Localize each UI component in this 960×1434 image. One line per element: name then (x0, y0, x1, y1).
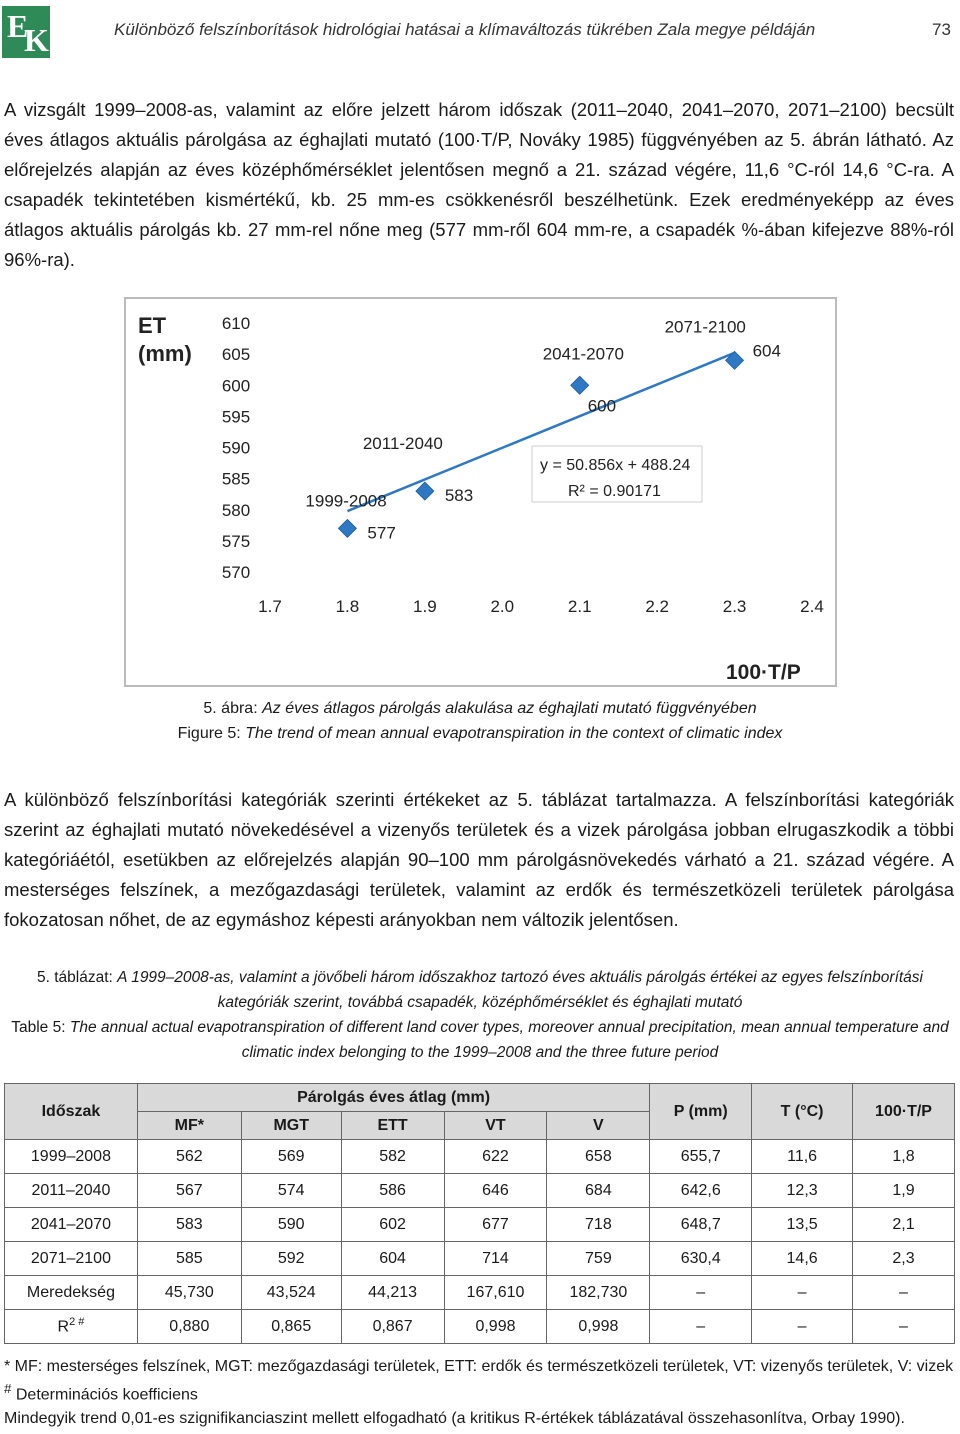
x-tick-label: 1.8 (335, 597, 360, 616)
row-label: 2041–2070 (5, 1208, 138, 1242)
table-row (5, 1242, 955, 1276)
period-label: 1999-2008 (305, 491, 387, 511)
y-tick-label: 575 (221, 531, 251, 551)
table-cell: 167,610 (444, 1276, 547, 1310)
row-label: 2071–2100 (5, 1242, 138, 1276)
x-tick-label: 1.7 (258, 597, 282, 616)
table-cell: – (752, 1310, 853, 1344)
table-cell: 0,865 (241, 1310, 341, 1344)
table-cell: 0,998 (547, 1310, 650, 1344)
footnote-determination-text: Determinációs koefficiens (11, 1386, 198, 1404)
header-period: Időszak (5, 1084, 138, 1140)
y-axis-label-line1: ET (138, 313, 167, 338)
subheader-v: V (547, 1112, 650, 1140)
table-cell: 582 (341, 1140, 444, 1174)
table-cell: 655,7 (650, 1140, 752, 1174)
trendline-equation: y = 50.856x + 488.24 (540, 457, 691, 474)
equation-box (532, 446, 702, 502)
data-label: 583 (444, 486, 474, 506)
body-paragraph-2: A különböző felszínborítási kategóriák szerinti értékeket az 5. táblázat tartalmazza. A felszínborítási kategóriák szerint az éghajlati mutató növekedésével a vizenyős területek és a vizek párolgása jobban elrugaszkodik a többi kategóriáétól, esetükben az előrejelzés alapján 90–100 mm párolgásnövekedés várható a 21. század végére. A mesterséges felszínek, a mezőgazdasági területek, valamint az erdők és természetközeli területek párolgása fokozatosan nőhet, de az egymáshoz képesti arányokban nem változik jelentősen. (4, 789, 954, 930)
table-cell: 718 (547, 1208, 650, 1242)
table-cell: 1,8 (853, 1140, 955, 1174)
y-tick-label: 580 (221, 500, 251, 520)
y-tick-label: 570 (221, 563, 251, 582)
table-cell: 590 (241, 1208, 341, 1242)
subheader-mf: MF* (137, 1112, 241, 1140)
header-evaporation-group: Párolgás éves átlag (mm) (137, 1084, 649, 1112)
table-cell: 574 (241, 1174, 341, 1208)
y-tick-label: 590 (221, 438, 251, 458)
table-row (5, 1208, 955, 1242)
x-tick-label: 2.2 (645, 597, 669, 616)
table-cell: 43,524 (241, 1276, 341, 1310)
figure-5-chart (124, 297, 837, 687)
table-caption-en-prefix: Table 5: (11, 1019, 70, 1036)
r-squared: R² = 0.90171 (568, 483, 661, 500)
x-tick-label: 2.3 (722, 597, 747, 616)
table-cell: – (752, 1276, 853, 1310)
footnote-significance: Mindegyik trend 0,01-es szignifikanciaszint mellett elfogadható (a kritikus R-értékek táblázatával összehasonlítva, Orbay 1990). (4, 1410, 905, 1427)
period-label: 2041-2070 (542, 344, 625, 364)
table-cell: 11,6 (752, 1140, 853, 1174)
table-cell: – (650, 1276, 752, 1310)
table-cell: 2,3 (853, 1242, 955, 1276)
journal-logo: E K (2, 6, 50, 58)
subheader-ett: ETT (341, 1112, 444, 1140)
table-cell: 630,4 (650, 1242, 752, 1276)
table-cell: – (853, 1276, 955, 1310)
footnote-determination (4, 1381, 198, 1404)
data-label: 604 (752, 341, 781, 361)
y-tick-label: 610 (221, 314, 251, 333)
table-cell: 586 (341, 1174, 444, 1208)
table-row (5, 1276, 955, 1310)
table-cell: 684 (547, 1174, 650, 1208)
figure-caption-en-prefix: Figure 5: (177, 725, 246, 742)
table-cell: 182,730 (547, 1276, 650, 1310)
table-cell: 1,9 (853, 1174, 955, 1208)
chart-canvas (126, 299, 839, 689)
subheader-mgt: MGT (241, 1112, 341, 1140)
table-cell: 648,7 (650, 1208, 752, 1242)
page-number: 73 (932, 20, 951, 39)
period-label: 2071-2100 (664, 317, 746, 337)
figure-caption-hu (0, 700, 960, 718)
table-5 (4, 1083, 955, 1344)
table-cell: 646 (444, 1174, 547, 1208)
row-label: $R^{2 \#}$ (5, 1310, 138, 1344)
table-row (5, 1174, 955, 1208)
table-cell: 14,6 (752, 1242, 853, 1276)
table-cell: 677 (444, 1208, 547, 1242)
y-tick-label: 585 (221, 469, 251, 489)
table-caption-en (0, 1015, 960, 1065)
table-cell: 585 (137, 1242, 241, 1276)
data-point-marker (571, 376, 589, 394)
x-axis-label: 100·T/P (726, 661, 801, 684)
table-cell: 759 (547, 1242, 650, 1276)
y-tick-label: 605 (221, 345, 251, 365)
x-tick-label: 2.0 (490, 597, 515, 616)
data-point-marker (416, 482, 434, 500)
table-cell: 0,998 (444, 1310, 547, 1344)
table-caption-hu-prefix: 5. táblázat: (36, 969, 118, 986)
table-cell: 45,730 (137, 1276, 241, 1310)
header-climatic-index: 100·T/P (853, 1084, 955, 1140)
period-label: 2011-2040 (362, 434, 443, 454)
row-label: 1999–2008 (5, 1140, 138, 1174)
table-body (5, 1140, 955, 1344)
data-point-marker (338, 519, 356, 537)
table-cell: 567 (137, 1174, 241, 1208)
footnote-mark: # (4, 1381, 12, 1396)
table-cell: – (650, 1310, 752, 1344)
table-cell: 0,880 (137, 1310, 241, 1344)
data-label: 600 (587, 396, 617, 416)
row-label: Meredekség (5, 1276, 138, 1310)
table-caption-en-text: The annual actual evapotranspiration of different land cover types, moreover annual precipitation, mean annual temperature and climatic index belonging to the 1999–2008 and the three future period (69, 1019, 949, 1061)
table-cell: 714 (444, 1242, 547, 1276)
header-temperature: T (°C) (752, 1084, 853, 1140)
x-tick-label: 2.4 (800, 597, 824, 616)
table-cell: 583 (137, 1208, 241, 1242)
table-cell: 562 (137, 1140, 241, 1174)
table-cell: 44,213 (341, 1276, 444, 1310)
running-title: Különböző felszínborítások hidrológiai hatásai a klímaváltozás tükrében Zala megye példáján (114, 20, 816, 39)
table-cell: 602 (341, 1208, 444, 1242)
footnote-abbreviations: * MF: mesterséges felszínek, MGT: mezőgazdasági területek, ETT: erdők és természetközeli területek, VT: vizenyős területek, V: vizek (4, 1358, 954, 1375)
table-cell: – (853, 1310, 955, 1344)
subheader-vt: VT (444, 1112, 547, 1140)
table-caption-hu-text: A 1999–2008-as, valamint a jövőbeli három időszakhoz tartozó éves aktuális párolgás értékei az egyes felszínborítási kategóriák szerint, továbbá csapadék, középhőmérséklet és éghajlati mutató (117, 969, 923, 1011)
y-tick-label: 600 (221, 376, 251, 396)
table-cell: 12,3 (752, 1174, 853, 1208)
y-axis-label-line2: (mm) (138, 341, 192, 366)
data-point-marker (726, 351, 744, 369)
table-cell: 0,867 (341, 1310, 444, 1344)
x-tick-label: 2.1 (567, 597, 592, 616)
table-cell: 592 (241, 1242, 341, 1276)
header-precipitation: P (mm) (650, 1084, 752, 1140)
table-cell: 642,6 (650, 1174, 752, 1208)
table-row (5, 1310, 955, 1344)
table-cell: 13,5 (752, 1208, 853, 1242)
table-cell: 658 (547, 1140, 650, 1174)
body-paragraph-1: A vizsgált 1999–2008-as, valamint az előre jelzett három időszak (2011–2040, 2041–2070, 2071–2100) becsült éves átlagos aktuális párolgása az éghajlati mutató (100·T/P, Nováky 1985) függvényében az 5. ábrán látható. Az előrejelzés alapján az éves középhőmérséklet jelentősen megnő a 21. század végére, 11,6 °C-ról 14,6 °C-ra. A csapadék tekintetében kismértékű, kb. 25 mm-es csökkenésről beszélhetünk. Ezek eredményeképp az éves átlagos aktuális párolgás kb. 27 mm-rel nőne meg (577 mm-ről 604 mm-re, a csapadék %-ában kifejezve 88%-ról 96%-ra). (4, 99, 954, 270)
table-cell: 622 (444, 1140, 547, 1174)
figure-caption-hu-text: Az éves átlagos párolgás alakulása az éghajlati mutató függvényében (262, 700, 757, 717)
y-tick-label: 595 (221, 407, 251, 427)
table-cell: 569 (241, 1140, 341, 1174)
figure-caption-hu-prefix: 5. ábra: (203, 700, 263, 717)
table-row (5, 1140, 955, 1174)
row-label: 2011–2040 (5, 1174, 138, 1208)
data-label: 577 (367, 523, 396, 543)
x-tick-label: 1.9 (413, 597, 437, 616)
figure-caption-en-text: The trend of mean annual evapotranspiration in the context of climatic index (245, 725, 783, 742)
figure-caption-en (0, 725, 960, 743)
table-cell: 604 (341, 1242, 444, 1276)
table-caption-hu (0, 965, 960, 1015)
table-cell: 2,1 (853, 1208, 955, 1242)
